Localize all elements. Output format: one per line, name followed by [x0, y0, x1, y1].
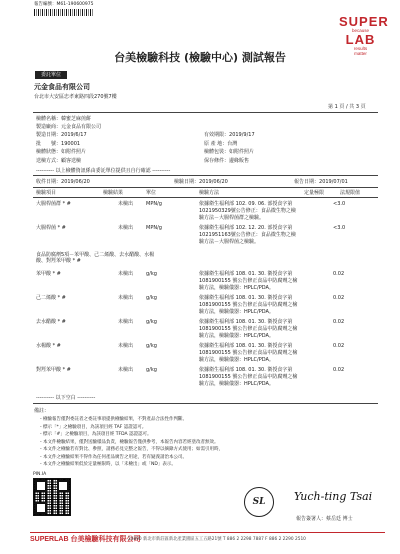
row-method-line: 驗方法－大腸桿菌群之檢驗。: [199, 215, 265, 221]
row-method-line: 驗方法，檢驗儀器：HPLC/PDA。: [199, 309, 274, 315]
note-line: - 標示「*」之檢驗項目，為該項目經 TAF 認證認可。: [40, 424, 147, 430]
row-unit: g/kg: [146, 319, 157, 325]
row-item: 大腸桿菌群 * #: [36, 201, 71, 207]
row-method-line: 依據衛生福利部 108. 01. 30. 衛授食字第: [199, 319, 293, 325]
row-unit: g/kg: [146, 343, 157, 349]
row-item: 苯甲酸 * #: [36, 271, 61, 277]
qr-code-icon: [33, 478, 71, 516]
row-item: 去水醋酸 * #: [36, 319, 66, 325]
th-limit: 法規限值: [340, 190, 361, 196]
row-method-line: 依據衛生福利部 108. 01. 30. 衛授食字第: [199, 271, 293, 277]
sample-name: 檢體名稱：韓蜜芝麻煎餅: [36, 116, 92, 122]
row-loq: <3.0: [333, 225, 346, 231]
row-unit: MPN/g: [146, 201, 162, 207]
divider: [33, 112, 378, 113]
row-loq: 0.02: [333, 343, 345, 349]
row-method-line: 1081900155 號公告修正食品中防腐劑之檢: [199, 278, 298, 284]
row-item: 己二烯酸 * #: [36, 295, 66, 301]
row-loq: 0.02: [333, 367, 345, 373]
row-loq: 0.02: [333, 319, 345, 325]
row-loq: 0.02: [333, 271, 345, 277]
notes-list: [40, 411, 380, 468]
row-method-line: 驗方法，檢驗儀器：HPLC/PDA。: [199, 333, 274, 339]
row-method-line: 1021950329號公告修正：食品微生物之檢: [199, 208, 296, 214]
report-title: 台美檢驗科技 (檢驗中心) 測試報告: [114, 51, 286, 64]
th-unit: 單位: [146, 190, 157, 196]
row-loq: 0.02: [333, 295, 345, 301]
th-result: 檢驗結果: [103, 190, 124, 196]
note-line: - 本文件之檢驗若有對比、參照，請務必見完整之報告，不得以摘錄方式使用；如需引用時，: [40, 447, 224, 452]
sample-expiry: 有效期限：2019/9/17: [204, 132, 255, 138]
row-method-line: 1081900155 號公告修正食品中防腐劑之檢: [199, 326, 298, 332]
note-line: - 本文件檢驗結果，僅對送驗樣品負責，檢驗報告僅供參考，本報告內容若經塗改者無效。: [40, 439, 219, 445]
divider: [33, 197, 378, 198]
client-name: 元金食品有限公司: [34, 83, 90, 91]
sample-send: 送檢方式：顧客送檢: [36, 158, 82, 164]
row-unit: g/kg: [146, 295, 157, 301]
logo-word-super: SUPER: [339, 14, 389, 29]
th-method: 檢驗方法: [199, 190, 220, 196]
svg-text:Yuch-ting Tsai: Yuch-ting Tsai: [294, 490, 373, 503]
divider: [33, 187, 378, 188]
row-method-line: 1081900155 號公告修正食品中防腐劑之檢: [199, 374, 298, 380]
row-method-line: 1081900155 號公告修正食品中防腐劑之檢: [199, 302, 298, 308]
barcode: [34, 9, 94, 16]
sample-origin: 原 產 地：台灣: [204, 141, 238, 147]
logo-word-lab: LAB: [345, 32, 376, 47]
received-date: 收件日期：2019/06/20: [36, 179, 90, 185]
page-number: 第 1 頁 / 共 3 頁: [328, 104, 366, 110]
lab-seal-icon: SL: [244, 487, 274, 517]
row-method-line: 驗方法，檢驗儀器：HPLC/PDA。: [199, 381, 274, 387]
note-line: - 本文件之檢驗結果低於定量極限時，以「未檢出」或「ND」表示。: [40, 462, 176, 467]
group-label: 食品防腐劑5項－苯甲酸、己二烯酸、去水醋酸、水楊酸、對羥苯甲酸 * #: [36, 252, 155, 264]
row-result: 未檢出: [118, 225, 134, 231]
signature-image: [292, 486, 382, 504]
logo-tagline-1: because: [351, 28, 369, 33]
sample-storage: 保存條件：邊緣販售: [204, 158, 250, 164]
qr-label: PIN.IA: [33, 472, 47, 477]
note-line: - 本文件之檢驗結果不得作為任何產品廣告之用途，若有疑義請治本公司。: [40, 454, 188, 460]
client-address: 台北市大安區忠孝東路四段270號7樓: [34, 94, 117, 100]
row-unit: MPN/g: [146, 225, 162, 231]
logo-tagline-2: results: [353, 46, 368, 51]
row-result: 未檢出: [118, 271, 134, 277]
report-date: 報告日期：2019/07/01: [294, 179, 348, 185]
sample-pack: 檢體包裝：如附件照片: [204, 149, 255, 155]
row-item: 對羥苯甲酸 * #: [36, 367, 71, 373]
row-method-line: 1081900155 號公告修正食品中防腐劑之檢: [199, 350, 298, 356]
signer-name: 報告簽署人：蔡岳廷 博士: [296, 516, 353, 522]
row-item: 大腸桿菌 * #: [36, 225, 66, 231]
row-loq: <3.0: [333, 201, 346, 207]
note-line: - 檢驗報告僅對委託者之委託事項提供檢驗結果，不對產品合法性作判斷。: [40, 417, 188, 422]
footer: [0, 533, 400, 545]
th-loq: 定量極限: [304, 190, 325, 196]
row-method-line: 依據衛生福利部 108. 01. 30. 衛授食字第: [199, 343, 293, 349]
sample-mfg-date: 製造日期：2019/6/17: [36, 132, 87, 138]
notes-title: 備註：: [34, 408, 50, 414]
end-marker: ---------- 以下空白 ----------: [36, 395, 96, 401]
sample-state: 檢體狀態：如附件照片: [36, 149, 87, 155]
row-result: 未檢出: [118, 367, 134, 373]
row-unit: g/kg: [146, 271, 157, 277]
row-method-line: 依據衛生福利部 108. 01. 30. 衛授食字第: [199, 295, 293, 301]
footer-address: 24890 新北市新莊區新北產業園區五工五路21號 T 886 2 2298 7887 F 886 2 2290 2510: [128, 537, 306, 542]
row-method-line: 驗方法，檢驗儀器：HPLC/PDA。: [199, 357, 274, 363]
row-result: 未檢出: [118, 319, 134, 325]
row-item: 水楊酸 * #: [36, 343, 61, 349]
divider: [33, 403, 378, 404]
row-method-line: 驗方法，檢驗儀器：HPLC/PDA。: [199, 285, 274, 291]
note-line: - 標示「#」之檢驗項目，為該項目經 TFDA 認證認可。: [40, 432, 152, 437]
row-method-line: 依據衛生福利部 102. 09. 06. 部授食字第: [199, 201, 293, 207]
sample-maker: 製造廠商：元金食品有限公司: [36, 124, 102, 130]
sample-info-note: ---------- 以上檢體資訊係由委託單位提供且自行確認 ----------: [36, 168, 171, 174]
row-method-line: 1021951163號公告修正：食品微生物之檢: [199, 232, 296, 238]
logo-tagline-3: matter: [354, 51, 367, 56]
test-date: 檢驗日期：2019/06/20: [174, 179, 228, 185]
row-method-line: 依據衛生福利部 102. 12. 20. 部授食字第: [199, 225, 293, 231]
row-result: 未檢出: [118, 295, 134, 301]
row-result: 未檢出: [118, 343, 134, 349]
row-unit: g/kg: [146, 367, 157, 373]
sample-lot: 批 號：190001: [36, 141, 81, 147]
row-method-line: 依據衛生福利部 108. 01. 30. 衛授食字第: [199, 367, 293, 373]
row-result: 未檢出: [118, 201, 134, 207]
th-item: 檢驗項目: [36, 190, 57, 196]
divider: [33, 175, 378, 176]
report-number: 報告編號：M61-190600975: [34, 2, 94, 7]
client-tag: 委託單位: [35, 71, 67, 79]
row-method-line: 驗方法－大腸桿菌之檢驗。: [199, 239, 260, 245]
footer-brand: SUPERLAB 台美檢驗科技有限公司: [30, 536, 141, 543]
